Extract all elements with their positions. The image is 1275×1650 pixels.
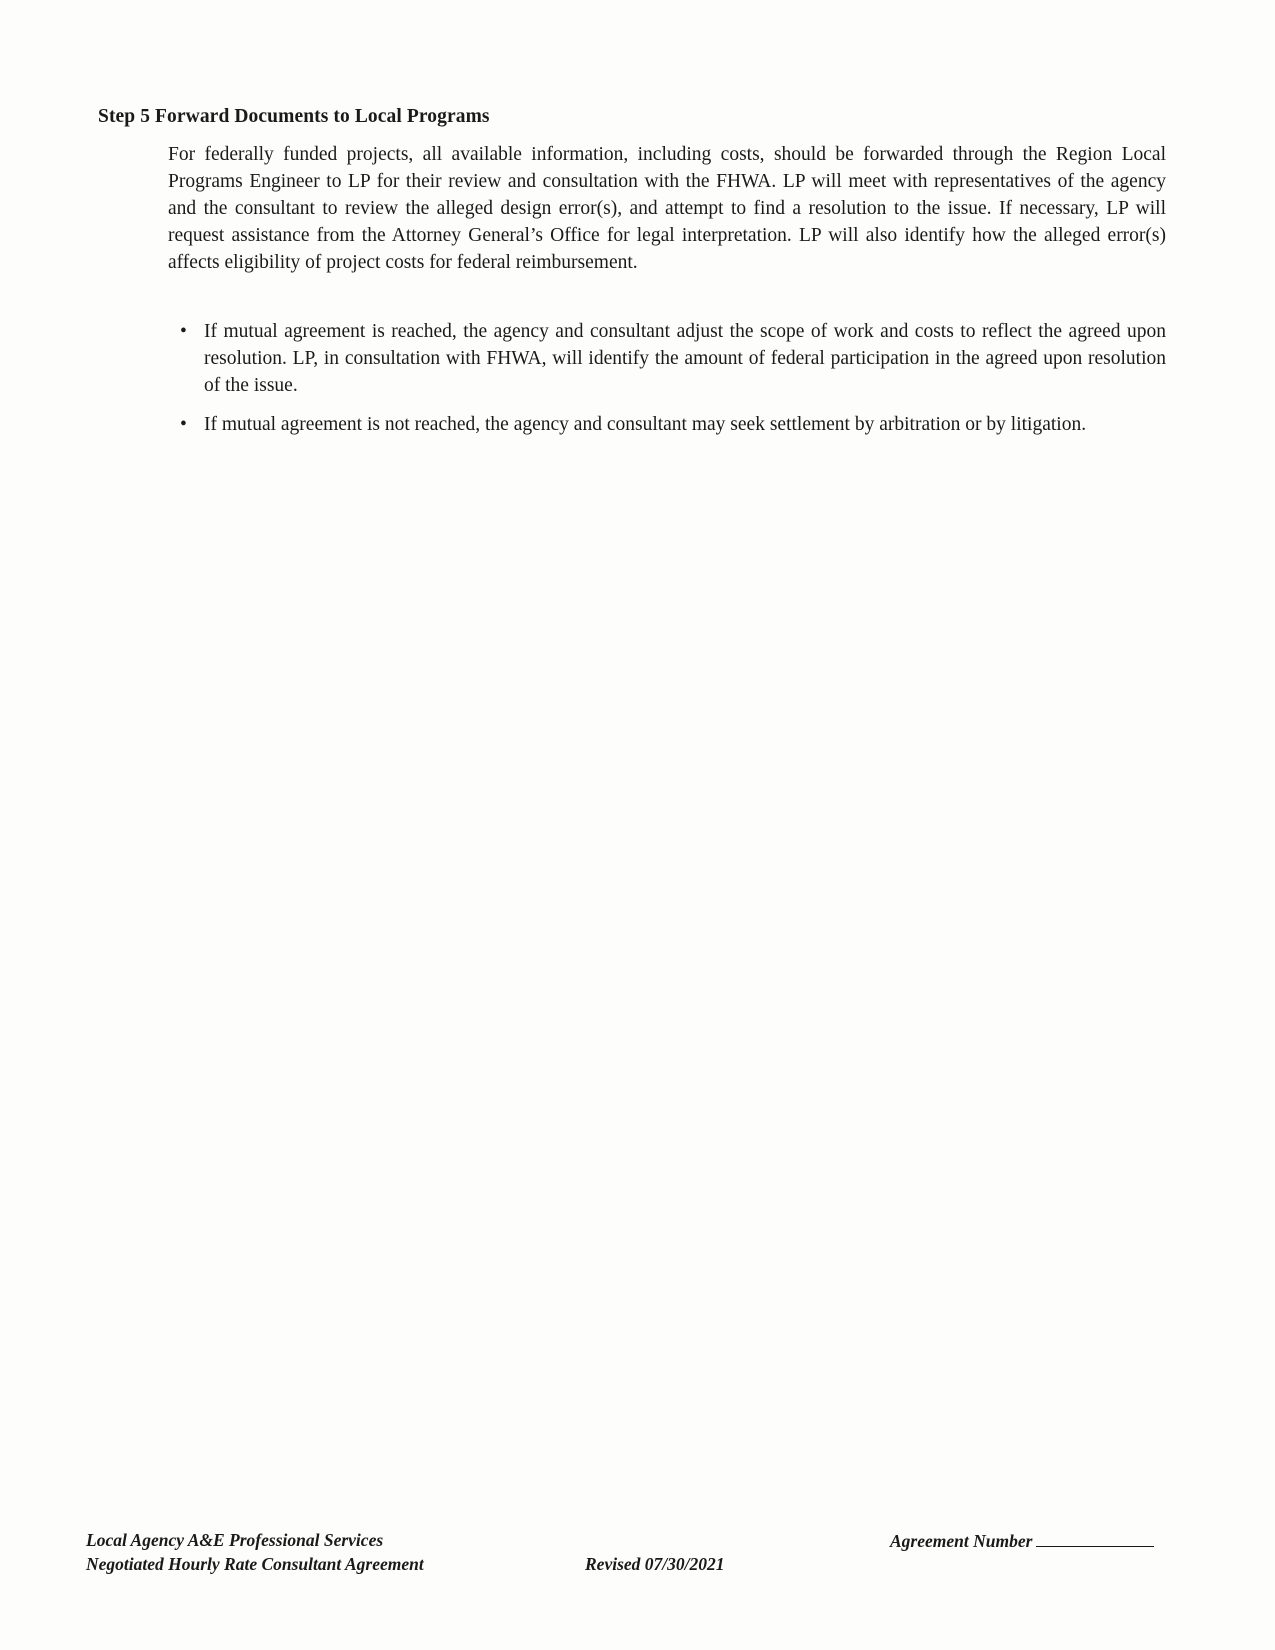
section-heading: Step 5 Forward Documents to Local Programs xyxy=(98,106,490,127)
agreement-number-label: Agreement Number xyxy=(890,1531,1033,1551)
list-item xyxy=(168,411,1166,438)
body-paragraph: For federally funded projects, all available information, including costs, should be forwarded through the Region Local Programs Engineer to LP for their review and consultation with the FHWA. LP will meet with representatives of the agency and the consultant to review the alleged design error(s), and attempt to find a resolution to the issue. If necessary, LP will request assistance from the Attorney General’s Office for legal interpretation. LP will also identify how the alleged error(s) affects eligibility of project costs for federal reimbursement. xyxy=(168,144,1166,273)
footer-agreement-number xyxy=(890,1528,1154,1553)
list-item-text: If mutual agreement is reached, the agency and consultant adjust the scope of work and costs to reflect the agreed upon resolution. LP, in consultation with FHWA, will identify the amount of federal participation in the agreed upon resolution of the issue. xyxy=(204,321,1166,396)
bullet-icon: • xyxy=(180,414,187,435)
list-item-text: If mutual agreement is not reached, the agency and consultant may seek settlement by arbitration or by litigation. xyxy=(204,414,1087,435)
bullet-icon: • xyxy=(180,321,187,342)
footer-revised-date: Revised 07/30/2021 xyxy=(585,1554,725,1574)
footer-title-line2: Negotiated Hourly Rate Consultant Agreement xyxy=(86,1554,424,1574)
list-item xyxy=(168,318,1166,399)
agreement-number-blank xyxy=(1036,1528,1154,1547)
footer-title-line1: Local Agency A&E Professional Services xyxy=(86,1530,384,1550)
footer-document-title xyxy=(86,1528,424,1576)
bullet-list xyxy=(168,318,1166,450)
